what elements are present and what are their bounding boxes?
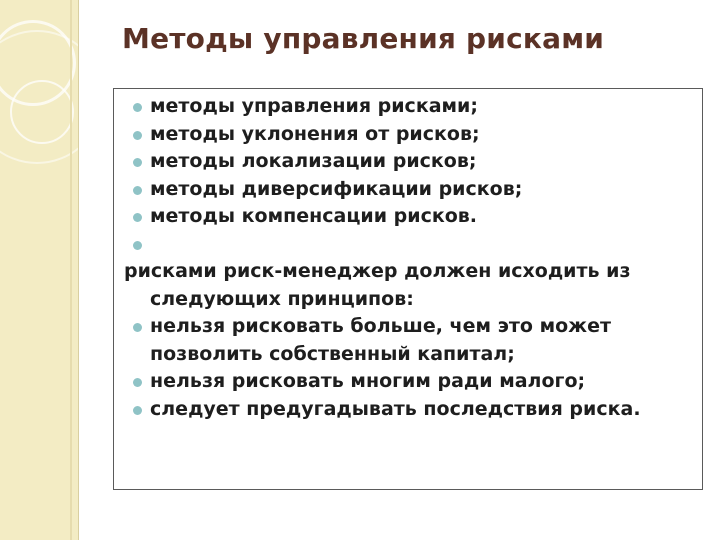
content-box — [113, 88, 703, 490]
empty-bullet-item — [124, 231, 692, 259]
bullet-icon — [133, 213, 142, 222]
bullet-icon — [133, 378, 142, 387]
decorative-circle — [10, 80, 74, 144]
bullet-text: методы уклонения от рисков; — [150, 122, 480, 145]
decorative-sidebar — [0, 0, 79, 540]
bullet-icon — [133, 323, 142, 332]
sidebar-stripe — [70, 0, 72, 540]
bullet-text: методы управления рисками; — [150, 95, 478, 117]
principle-text: нельзя рисковать больше, чем это может — [150, 315, 611, 337]
principle-text: следует предугадывать последствия риска. — [150, 397, 641, 420]
bullet-icon — [133, 186, 142, 195]
bullet-icon — [133, 406, 142, 415]
bullet-text: методы локализации рисков; — [150, 150, 477, 172]
bullet-item — [124, 176, 692, 204]
bullet-item — [124, 121, 692, 149]
bullet-text — [150, 233, 157, 255]
principle-continuation: позволить собственный капитал; — [150, 342, 515, 365]
bullet-text: методы диверсификации рисков; — [150, 177, 523, 200]
bullet-icon — [133, 158, 142, 167]
slide-title: Методы управления рисками — [122, 22, 605, 55]
principle-item — [124, 396, 692, 424]
bullet-icon — [133, 131, 142, 140]
paragraph-line: рисками риск-менеджер должен исходить из — [124, 260, 631, 282]
bullet-item — [124, 203, 692, 231]
principle-item — [124, 368, 692, 396]
principle-item — [124, 313, 692, 341]
paragraph-line: следующих принципов: — [150, 287, 414, 310]
bullet-icon — [133, 103, 142, 112]
principle-text: нельзя рисковать многим ради малого; — [150, 370, 586, 392]
bullet-item — [124, 93, 692, 121]
bullet-item — [124, 148, 692, 176]
bullet-text: методы компенсации рисков. — [150, 205, 478, 227]
bullet-icon — [133, 241, 142, 250]
